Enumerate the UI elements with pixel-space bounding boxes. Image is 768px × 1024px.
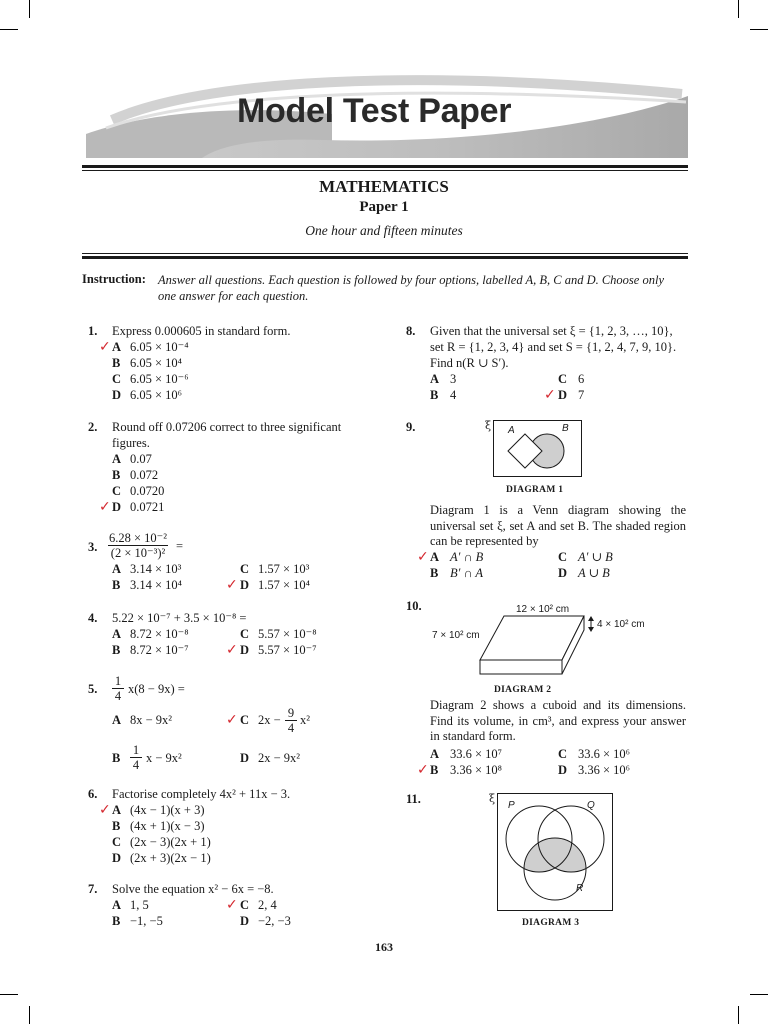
question-number: 3. [88, 540, 98, 554]
option-letter: D [558, 763, 568, 777]
option-b: (4x + 1)(x − 3) [130, 819, 205, 833]
option-c-term: x² [300, 713, 310, 727]
option-b: 3.36 × 10⁸ [450, 763, 503, 777]
set-label-b: B [562, 423, 569, 434]
option-b: 3.14 × 10⁴ [130, 578, 183, 592]
option-a: 6.05 × 10⁻⁴ [130, 340, 189, 354]
option-letter: D [112, 388, 122, 402]
fraction [112, 674, 124, 703]
option-d: 7 [578, 388, 585, 402]
option-letter: D [240, 578, 250, 592]
option-letter: D [558, 388, 568, 402]
option-letter: D [112, 851, 122, 865]
option-letter: B [112, 914, 121, 928]
question-text: Round off 0.07206 correct to three significant [112, 420, 342, 434]
question-text: Solve the equation x² − 6x = −8. [112, 882, 274, 896]
option-letter: C [112, 372, 122, 386]
option-b: 6.05 × 10⁴ [130, 356, 183, 370]
option-a: 0.07 [130, 452, 152, 466]
question-text: set R = {1, 2, 3, 4} and set S = {1, 2, 4, 7, 9, 10}. [430, 340, 677, 354]
diagram-caption: DIAGRAM 2 [494, 685, 552, 695]
answer-tick-icon: ✓ [99, 802, 111, 818]
option-letter: B [112, 819, 121, 833]
question-text: Factorise completely 4x² + 11x − 3. [112, 787, 291, 801]
option-letter: D [240, 643, 250, 657]
option-letter: A [112, 713, 122, 727]
instruction-label: Instruction: [82, 272, 146, 286]
option-letter: B [430, 763, 439, 777]
option-letter: A [112, 340, 122, 354]
option-letter: B [430, 566, 439, 580]
crop-mark [750, 29, 768, 30]
option-letter: A [112, 803, 122, 817]
crop-mark [738, 0, 739, 18]
option-a: (4x − 1)(x + 3) [130, 803, 205, 817]
dimension-label-height: 4 × 10² cm [597, 619, 645, 630]
option-letter: B [112, 468, 121, 482]
section-rule [82, 253, 688, 254]
option-letter: A [112, 562, 122, 576]
page-number: 163 [375, 940, 393, 954]
question-text: x(8 − 9x) = [128, 682, 185, 696]
option-d: 6.05 × 10⁶ [130, 388, 183, 402]
option-b: x − 9x² [146, 751, 182, 765]
question-text: Diagram 1 is a Venn diagram showing the universal set ξ, set A and set B. The shaded region can be represented by [430, 503, 686, 548]
crop-mark [750, 994, 768, 995]
question-number: 4. [88, 611, 98, 625]
option-letter: A [430, 550, 440, 564]
set-label-r: R [576, 883, 584, 894]
option-letter: C [112, 484, 122, 498]
option-b: 8.72 × 10⁻⁷ [130, 643, 189, 657]
answer-tick-icon: ✓ [99, 499, 111, 515]
option-c: 2x − [258, 713, 281, 727]
option-a: 3 [450, 372, 457, 386]
question-text: figures. [112, 436, 150, 450]
answer-tick-icon: ✓ [226, 642, 238, 658]
diagram-caption: DIAGRAM 3 [522, 918, 580, 928]
universal-set-symbol: ξ [485, 419, 492, 432]
question-number: 1. [88, 324, 98, 338]
option-d: 3.36 × 10⁶ [578, 763, 631, 777]
option-letter: A [112, 627, 122, 641]
option-c: 6 [578, 372, 585, 386]
set-label-p: P [508, 800, 515, 811]
crop-mark [0, 29, 18, 30]
option-letter: C [240, 562, 250, 576]
option-c: 5.57 × 10⁻⁸ [258, 627, 317, 641]
answer-tick-icon: ✓ [226, 897, 238, 913]
question-number: 8. [406, 324, 416, 338]
answer-tick-icon: ✓ [544, 387, 556, 403]
instruction-text: Answer all questions. Each question is followed by four options, labelled A, B, C and D. Choose only one answer for each question. [158, 273, 664, 303]
crop-mark [0, 994, 18, 995]
subject-heading: MATHEMATICS [319, 177, 449, 196]
option-d: (2x + 3)(2x − 1) [130, 851, 211, 865]
option-c: 33.6 × 10⁶ [578, 747, 631, 761]
option-b: 4 [450, 388, 457, 402]
fraction-denominator: 4 [114, 689, 122, 703]
option-letter: D [558, 566, 568, 580]
fraction [130, 743, 142, 772]
option-letter: C [112, 835, 122, 849]
option-letter: B [112, 643, 121, 657]
header-rule [82, 165, 688, 168]
answer-tick-icon: ✓ [99, 339, 111, 355]
option-letter: C [558, 747, 568, 761]
fraction-numerator: 9 [285, 706, 297, 721]
fraction-numerator: 6.28 × 10⁻² [109, 531, 168, 545]
option-letter: C [558, 550, 568, 564]
question-text: 5.22 × 10⁻⁷ + 3.5 × 10⁻⁸ = [112, 611, 247, 625]
crop-mark [29, 1006, 30, 1024]
option-letter: B [430, 388, 439, 402]
option-b: −1, −5 [130, 914, 163, 928]
option-a: 8x − 9x² [130, 713, 173, 727]
option-a: 33.6 × 10⁷ [450, 747, 503, 761]
page-title: Model Test Paper [237, 92, 512, 130]
universal-set-symbol: ξ [489, 792, 496, 805]
option-letter: C [240, 627, 250, 641]
option-c: A′ ∪ B [578, 550, 613, 564]
question-number: 6. [88, 787, 98, 801]
option-letter: C [240, 713, 250, 727]
option-c: 1.57 × 10³ [258, 562, 310, 576]
equals-sign: = [176, 539, 184, 553]
answer-tick-icon: ✓ [417, 549, 429, 565]
fraction [108, 531, 168, 560]
paper-heading: Paper 1 [359, 199, 409, 215]
crop-mark [29, 0, 30, 18]
fraction-denominator: 4 [287, 721, 295, 735]
question-number: 10. [406, 599, 422, 613]
option-letter: A [112, 898, 122, 912]
option-letter: C [558, 372, 568, 386]
question-number: 9. [406, 420, 416, 434]
set-label-a: A [508, 425, 515, 436]
question-number: 2. [88, 420, 98, 434]
option-b: 0.072 [130, 468, 159, 482]
option-c: 0.0720 [130, 484, 165, 498]
option-letter: B [112, 751, 121, 765]
option-c: (2x − 3)(2x + 1) [130, 835, 211, 849]
fraction-numerator: 1 [112, 674, 124, 689]
fraction [285, 706, 297, 735]
answer-tick-icon: ✓ [226, 577, 238, 593]
question-text: Express 0.000605 in standard form. [112, 324, 291, 338]
option-letter: B [112, 356, 121, 370]
option-b: B′ ∩ A [450, 566, 484, 580]
option-a: 8.72 × 10⁻⁸ [130, 627, 189, 641]
set-label-q: Q [587, 800, 595, 811]
fraction-denominator: 4 [132, 758, 140, 772]
question-text: Given that the universal set ξ = {1, 2, 3, …, 10}, [430, 324, 673, 338]
option-d: 2x − 9x² [258, 751, 301, 765]
venn-diagram-1 [493, 420, 583, 478]
crop-mark [738, 1006, 739, 1024]
option-d: 1.57 × 10⁴ [258, 578, 311, 592]
option-a: 3.14 × 10³ [130, 562, 182, 576]
answer-tick-icon: ✓ [226, 712, 238, 728]
option-c: 2, 4 [258, 898, 277, 912]
answer-tick-icon: ✓ [417, 762, 429, 778]
option-letter: A [430, 747, 440, 761]
option-letter: D [240, 751, 250, 765]
option-c: 6.05 × 10⁻⁶ [130, 372, 189, 386]
option-d: 0.0721 [130, 500, 165, 514]
option-a: A′ ∩ B [450, 550, 484, 564]
dimension-label-width: 7 × 10² cm [432, 630, 480, 641]
fraction-denominator: (2 × 10⁻³)² [110, 546, 166, 560]
option-letter: D [112, 500, 122, 514]
option-d: −2, −3 [258, 914, 291, 928]
option-d: A ∪ B [578, 566, 610, 580]
question-number: 7. [88, 882, 98, 896]
header-rule [82, 170, 688, 171]
question-number: 5. [88, 682, 98, 696]
duration-text: One hour and fifteen minutes [305, 223, 463, 238]
option-letter: B [112, 578, 121, 592]
question-number: 11. [406, 792, 421, 806]
diagram-caption: DIAGRAM 1 [506, 485, 564, 495]
dimension-label-length: 12 × 10² cm [516, 604, 570, 615]
fraction-numerator: 1 [130, 743, 142, 758]
option-letter: D [240, 914, 250, 928]
option-d: 5.57 × 10⁻⁷ [258, 643, 317, 657]
option-letter: C [240, 898, 250, 912]
question-text: Diagram 2 shows a cuboid and its dimensions. Find its volume, in cm³, and express your answer in standard form. [430, 698, 686, 743]
section-rule [82, 256, 688, 259]
question-text: Find n(R ∪ S′). [430, 356, 509, 370]
option-a: 1, 5 [130, 898, 149, 912]
option-letter: A [112, 452, 122, 466]
cuboid-diagram [470, 612, 600, 678]
option-letter: A [430, 372, 440, 386]
